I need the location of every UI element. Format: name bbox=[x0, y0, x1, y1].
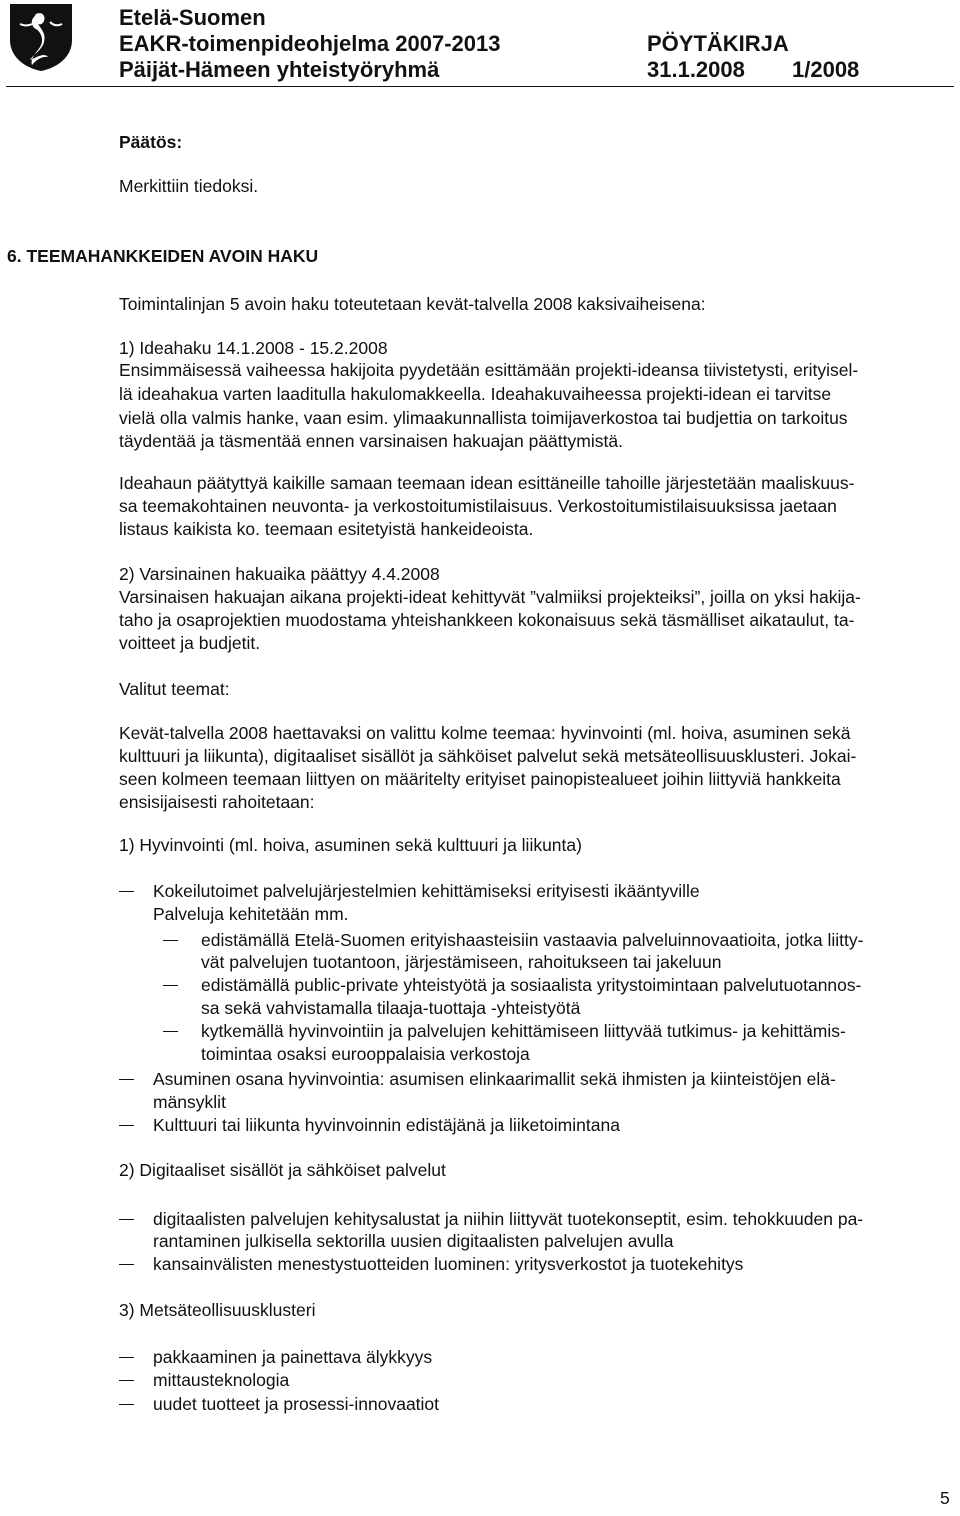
paragraph-line: Ensimmäisessä vaiheessa hakijoita pyydetään esittämään projekti-ideansa tiivistetysti, erityisel- bbox=[119, 360, 859, 380]
themes-label: Valitut teemat: bbox=[119, 679, 230, 699]
paragraph-line: Varsinaisen hakuajan aikana projekti-ideat kehittyvät ”valmiiksi projekteiksi”, joilla on yksi hakija- bbox=[119, 587, 861, 607]
list-item: Palveluja kehitetään mm. bbox=[153, 904, 349, 924]
dash-bullet-icon bbox=[119, 1125, 134, 1126]
sub-list-item: toimintaa osaksi eurooppalaisia verkostoja bbox=[201, 1044, 530, 1064]
decision-label: Päätös: bbox=[119, 132, 183, 152]
document-type: PÖYTÄKIRJA bbox=[647, 31, 789, 56]
dash-bullet-icon bbox=[163, 1031, 178, 1032]
dash-bullet-icon bbox=[119, 1219, 134, 1220]
decision-text: Merkittiin tiedoksi. bbox=[119, 176, 259, 196]
phase2-title: 2) Varsinainen hakuaika päättyy 4.4.2008 bbox=[119, 564, 440, 584]
theme2-title: 2) Digitaaliset sisällöt ja sähköiset palvelut bbox=[119, 1160, 446, 1180]
document-date: 31.1.2008 bbox=[647, 57, 745, 82]
header-divider bbox=[6, 86, 954, 87]
dash-bullet-icon bbox=[119, 891, 134, 892]
sub-list-item: edistämällä public-private yhteistyötä ja sosiaalista yritystoimintaan palvelutuotannos- bbox=[201, 975, 862, 995]
org-line-2: EAKR-toimenpideohjelma 2007-2013 bbox=[119, 31, 501, 56]
org-line-1: Etelä-Suomen bbox=[119, 5, 266, 30]
list-item: mittausteknologia bbox=[153, 1370, 290, 1390]
paragraph-line: seen kolmeen teemaan liittyen on määritelty erityiset painopistealueet joihin liittyviä hankkeita bbox=[119, 769, 841, 789]
dash-bullet-icon bbox=[119, 1357, 134, 1358]
paragraph-line: Ideahaun päätyttyä kaikille samaan teemaan idean esittäneille tahoille järjestetään maaliskuus- bbox=[119, 473, 855, 493]
paragraph-line: lä ideahakua varten laaditulla hakulomakkeella. Ideahakuvaiheessa projekti-idean ei tarvitse bbox=[119, 384, 832, 404]
dash-bullet-icon bbox=[119, 1079, 134, 1080]
mermaid-coat-of-arms-icon bbox=[6, 2, 76, 72]
dash-bullet-icon bbox=[119, 1380, 134, 1381]
list-item: mänsyklit bbox=[153, 1092, 226, 1112]
dash-bullet-icon bbox=[163, 940, 178, 941]
list-item: rantaminen julkisella sektorilla uusien digitaalisten palvelujen avulla bbox=[153, 1231, 674, 1251]
sub-list-item: vät palvelujen tuotantoon, järjestämiseen, rahoitukseen tai jakeluun bbox=[201, 952, 722, 972]
paragraph-line: taho ja osaprojektien muodostama yhteishankkeen kokonaisuus sekä täsmälliset aikataulut, ta- bbox=[119, 610, 855, 630]
list-item: kansainvälisten menestystuotteiden luominen: yritysverkostot ja tuotekehitys bbox=[153, 1254, 744, 1274]
sub-list-item: kytkemällä hyvinvointiin ja palvelujen kehittämiseen liittyvää tutkimus- ja kehittämis- bbox=[201, 1021, 846, 1041]
phase1-title: 1) Ideahaku 14.1.2008 - 15.2.2008 bbox=[119, 338, 388, 358]
list-item: Asuminen osana hyvinvointia: asumisen elinkaarimallit sekä ihmisten ja kiinteistöjen elä- bbox=[153, 1069, 836, 1089]
paragraph-line: kulttuuri ja liikunta), digitaaliset sisällöt ja sähköiset palvelut sekä metsäteollisuusklusteri. Jokai- bbox=[119, 746, 857, 766]
dash-bullet-icon bbox=[119, 1404, 134, 1405]
sub-list-item: edistämällä Etelä-Suomen erityishaasteisiin vastaavia palveluinnovaatioita, jotka liitty- bbox=[201, 930, 864, 950]
list-item: digitaalisten palvelujen kehitysalustat ja niihin liittyvät tuotekonseptit, esim. tehokkuuden pa- bbox=[153, 1209, 864, 1229]
paragraph-line: sa teemakohtainen neuvonta- ja verkostoitumistilaisuus. Verkostoitumistilaisuuksissa jaetaan bbox=[119, 496, 837, 516]
list-item: pakkaaminen ja painettava älykkyys bbox=[153, 1347, 433, 1367]
paragraph-line: listaus kaikista ko. teemaan esitetyistä hankeideoista. bbox=[119, 519, 534, 539]
paragraph-line: Kevät-talvella 2008 haettavaksi on valittu kolme teemaa: hyvinvointi (ml. hoiva, asuminen sekä bbox=[119, 723, 851, 743]
list-item: Kokeilutoimet palvelujärjestelmien kehittämiseksi erityisesti ikääntyville bbox=[153, 881, 700, 901]
theme1-title: 1) Hyvinvointi (ml. hoiva, asuminen sekä kulttuuri ja liikunta) bbox=[119, 835, 582, 855]
list-item: uudet tuotteet ja prosessi-innovaatiot bbox=[153, 1394, 440, 1414]
page-number: 5 bbox=[940, 1488, 950, 1508]
dash-bullet-icon bbox=[119, 1264, 134, 1265]
paragraph-line: vielä olla valmis hanke, vaan esim. ylimaakunnallista toimijaverkostoa tai budjettia on tarkoitus bbox=[119, 408, 848, 428]
document-number: 1/2008 bbox=[792, 57, 860, 82]
dash-bullet-icon bbox=[163, 985, 178, 986]
list-item: Kulttuuri tai liikunta hyvinvoinnin edistäjänä ja liiketoimintana bbox=[153, 1115, 620, 1135]
paragraph-line: ensisijaisesti rahoitetaan: bbox=[119, 792, 315, 812]
org-line-3: Päijät-Hämeen yhteistyöryhmä bbox=[119, 57, 440, 82]
sub-list-item: sa sekä vahvistamalla tilaaja-tuottaja -yhteistyötä bbox=[201, 998, 581, 1018]
paragraph-line: täydentää ja täsmentää ennen varsinaisen hakuajan päättymistä. bbox=[119, 431, 623, 451]
section-intro: Toimintalinjan 5 avoin haku toteutetaan kevät-talvella 2008 kaksivaiheisena: bbox=[119, 294, 706, 314]
theme3-title: 3) Metsäteollisuusklusteri bbox=[119, 1300, 316, 1320]
section-heading: 6. TEEMAHANKKEIDEN AVOIN HAKU bbox=[7, 246, 319, 266]
paragraph-line: voitteet ja budjetit. bbox=[119, 633, 261, 653]
